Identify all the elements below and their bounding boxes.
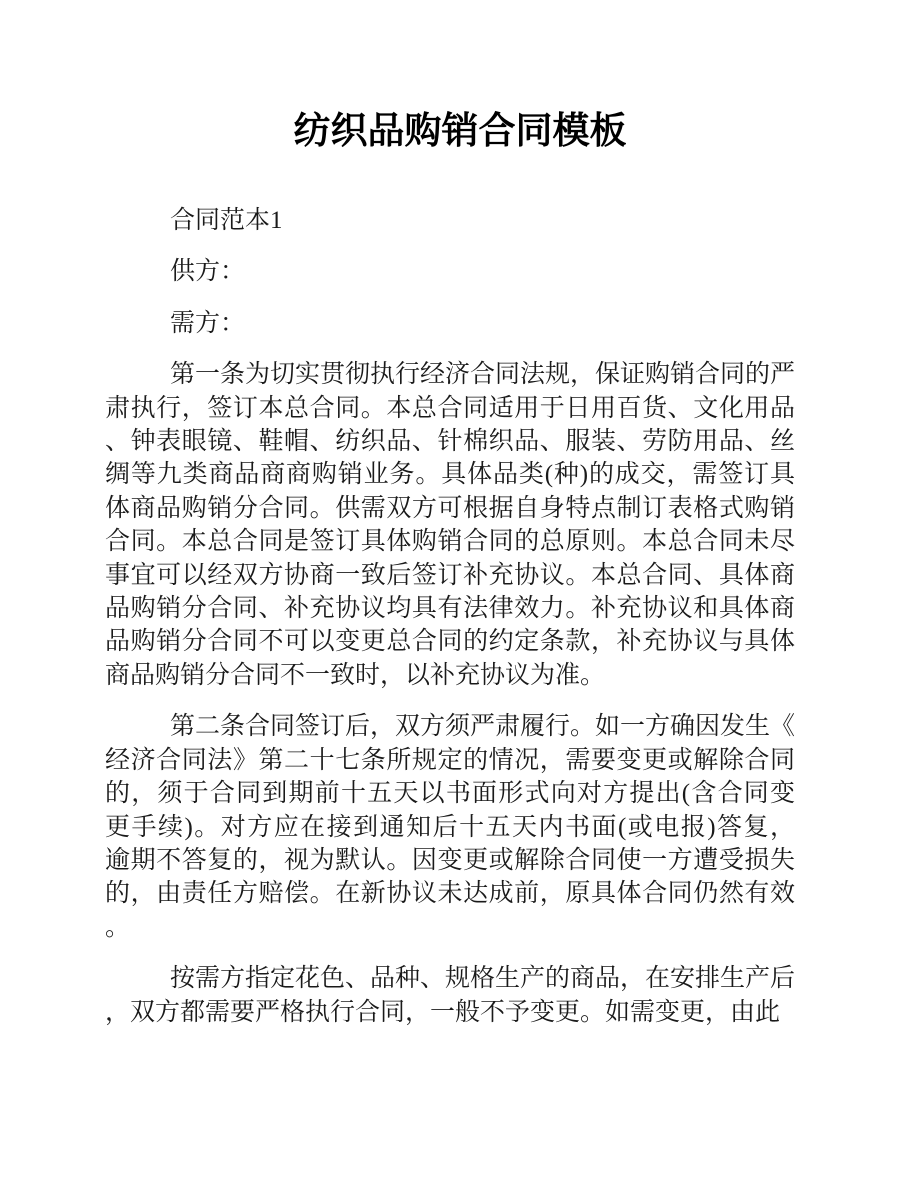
text-line: 逾期不答复的，视为默认。因变更或解除合同使一方遭受损失 bbox=[105, 846, 795, 874]
text-line: 需方： bbox=[170, 309, 246, 337]
text-line: 事宜可以经双方协商一致后签订补充协议。本总合同、具体商 bbox=[105, 561, 795, 589]
document-title: 纺织品购销合同模板 bbox=[293, 110, 627, 151]
text-line: 商品购销分合同不一致时，以补充协议为准。 bbox=[105, 661, 606, 689]
text-line: 。 bbox=[105, 913, 131, 941]
text-line: 绸等九类商品商商购销业务。具体品类(种)的成交，需签订具 bbox=[105, 461, 795, 489]
text-line: 品购销分合同、补充协议均具有法律效力。补充协议和具体商 bbox=[105, 595, 795, 623]
text-line: 第一条为切实贯彻执行经济合同法规，保证购销合同的严 bbox=[170, 361, 796, 389]
custom-production-paragraph bbox=[105, 962, 795, 1029]
text-line: 合同范本1 bbox=[170, 207, 283, 234]
text-line: 供方： bbox=[170, 258, 246, 286]
buyer-label bbox=[105, 307, 795, 340]
text-line: 第二条合同签订后，双方须严肃履行。如一方确因发生《 bbox=[170, 713, 796, 741]
text-line: 按需方指定花色、品种、规格生产的商品，在安排生产后 bbox=[170, 965, 796, 993]
document-body bbox=[105, 204, 795, 1029]
text-line: 品购销分合同不可以变更总合同的约定条款，补充协议与具体 bbox=[105, 628, 795, 656]
text-line: 体商品购销分合同。供需双方可根据自身特点制订表格式购销 bbox=[105, 494, 795, 522]
text-line: 的，须于合同到期前十五天以书面形式向对方提出(含合同变 bbox=[105, 780, 795, 808]
article-2-paragraph bbox=[105, 710, 795, 944]
text-line: ，双方都需要严格执行合同，一般不予变更。如需变更，由此 bbox=[105, 998, 781, 1026]
text-line: 合同。本总合同是签订具体购销合同的总原则。本总合同未尽 bbox=[105, 528, 795, 556]
text-line: 经济合同法》第二十七条所规定的情况，需要变更或解除合同 bbox=[105, 746, 795, 774]
text-line: 肃执行，签订本总合同。本总合同适用于日用百货、文化用品 bbox=[105, 394, 795, 422]
text-line: 的，由责任方赔偿。在新协议未达成前，原具体合同仍然有效 bbox=[105, 880, 795, 908]
text-line: 、钟表眼镜、鞋帽、纺织品、针棉织品、服装、劳防用品、丝 bbox=[105, 428, 795, 456]
contract-sample-label bbox=[105, 204, 795, 237]
text-line: 更手续)。对方应在接到通知后十五天内书面(或电报)答复， bbox=[105, 813, 795, 841]
supplier-label bbox=[105, 255, 795, 288]
article-1-paragraph bbox=[105, 358, 795, 692]
